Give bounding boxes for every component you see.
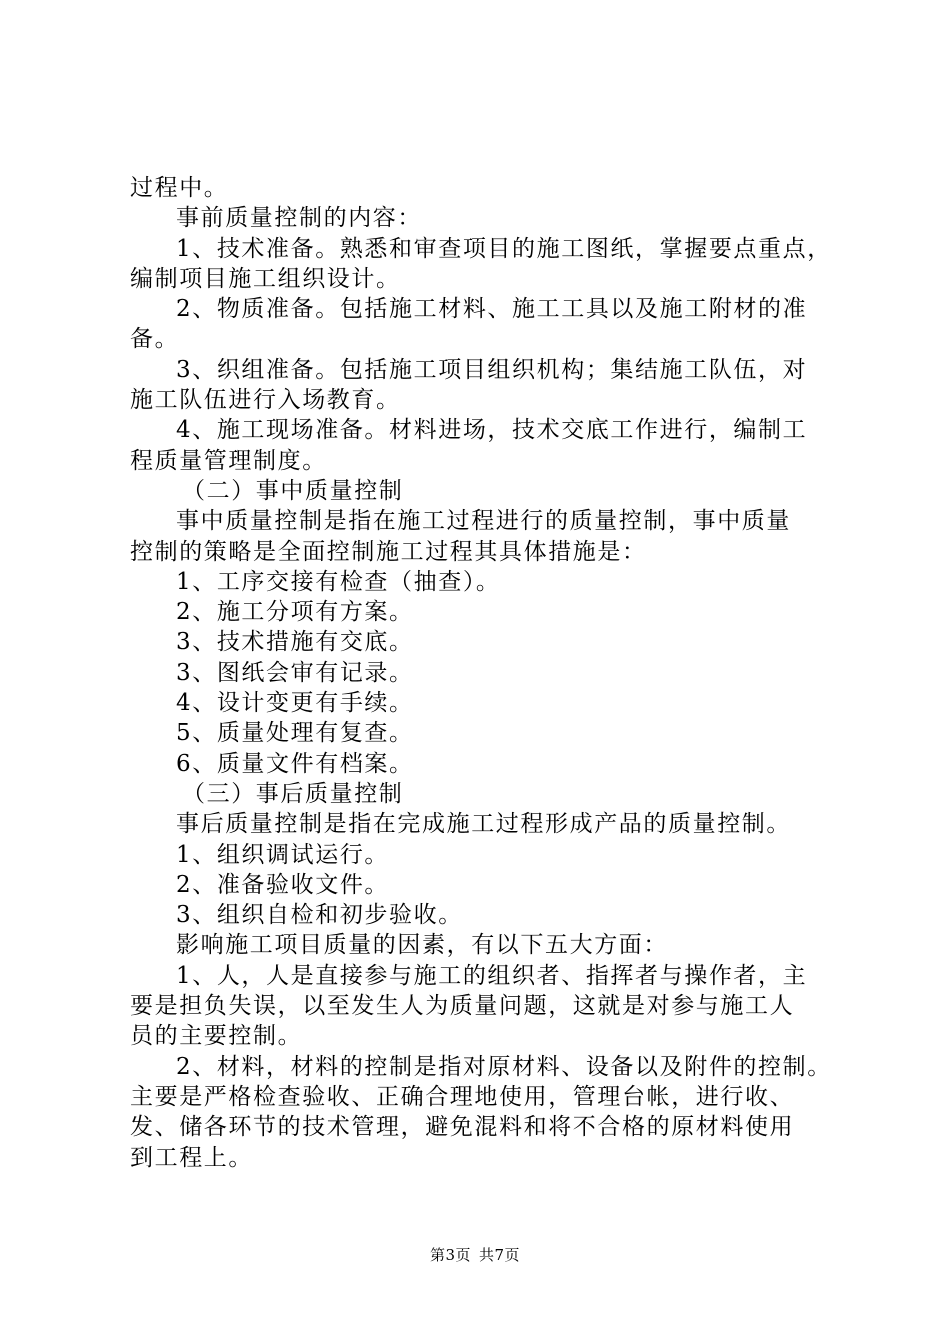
page-footer (0, 1245, 950, 1265)
text-line: 3、组织自检和初步验收。 (176, 902, 463, 929)
text-line: 1、人，人是直接参与施工的组织者、指挥者与操作者，主 (176, 962, 808, 989)
text-line: 程质量管理制度。 (130, 447, 327, 474)
text-line: 2、施工分项有方案。 (176, 599, 414, 626)
text-line: 施工队伍进行入场教育。 (130, 387, 401, 414)
text-line: 要是担负失误，以至发生人为质量问题，这就是对参与施工人 (130, 993, 795, 1020)
text-line: 6、质量文件有档案。 (176, 750, 414, 777)
text-line: 员的主要控制。 (130, 1023, 303, 1050)
page-total: 共7页 (479, 1246, 521, 1264)
section-heading: （二）事中质量控制 (182, 477, 404, 504)
text-line: 编制项目施工组织设计。 (130, 265, 401, 292)
text-line: 事中质量控制是指在施工过程进行的质量控制，事中质量 (176, 508, 791, 535)
text-line: 2、准备验收文件。 (176, 871, 390, 898)
text-line: 影响施工项目质量的因素，有以下五大方面： (176, 932, 668, 959)
text-line: 4、施工现场准备。材料进场，技术交底工作进行，编制工 (176, 417, 808, 444)
page-number: 第3页 (429, 1246, 471, 1264)
text-line: 1、技术准备。熟悉和审查项目的施工图纸，掌握要点重点， (176, 235, 832, 262)
text-line: 1、组织调试运行。 (176, 841, 390, 868)
text-line: 事后质量控制是指在完成施工过程形成产品的质量控制。 (176, 811, 791, 838)
section-heading: （三）事后质量控制 (182, 780, 404, 807)
text-line: 3、技术措施有交底。 (176, 629, 414, 656)
text-line: 3、图纸会审有记录。 (176, 659, 414, 686)
text-line: 3、织组准备。包括施工项目组织机构；集结施工队伍，对 (176, 356, 808, 383)
text-line: 过程中。 (130, 175, 229, 201)
text-line: 1、工序交接有检查（抽查）。 (176, 568, 501, 595)
text-line: 2、材料，材料的控制是指对原材料、设备以及附件的控制。 (176, 1053, 832, 1080)
text-line: 事前质量控制的内容： (176, 205, 422, 232)
text-line: 2、物质准备。包括施工材料、施工工具以及施工附材的准 (176, 296, 808, 323)
text-line: 4、设计变更有手续。 (176, 690, 414, 717)
text-line: 5、质量处理有复查。 (176, 720, 414, 747)
text-line: 发、储各环节的技术管理，避免混料和将不合格的原材料使用 (130, 1114, 795, 1141)
text-line: 备。 (130, 326, 180, 353)
text-line: 到工程上。 (130, 1144, 253, 1171)
text-line: 主要是严格检查验收、正确合理地使用，管理台帐，进行收、 (130, 1083, 795, 1110)
document-body (130, 173, 850, 1173)
text-line: 控制的策略是全面控制施工过程其具体措施是： (130, 538, 647, 565)
